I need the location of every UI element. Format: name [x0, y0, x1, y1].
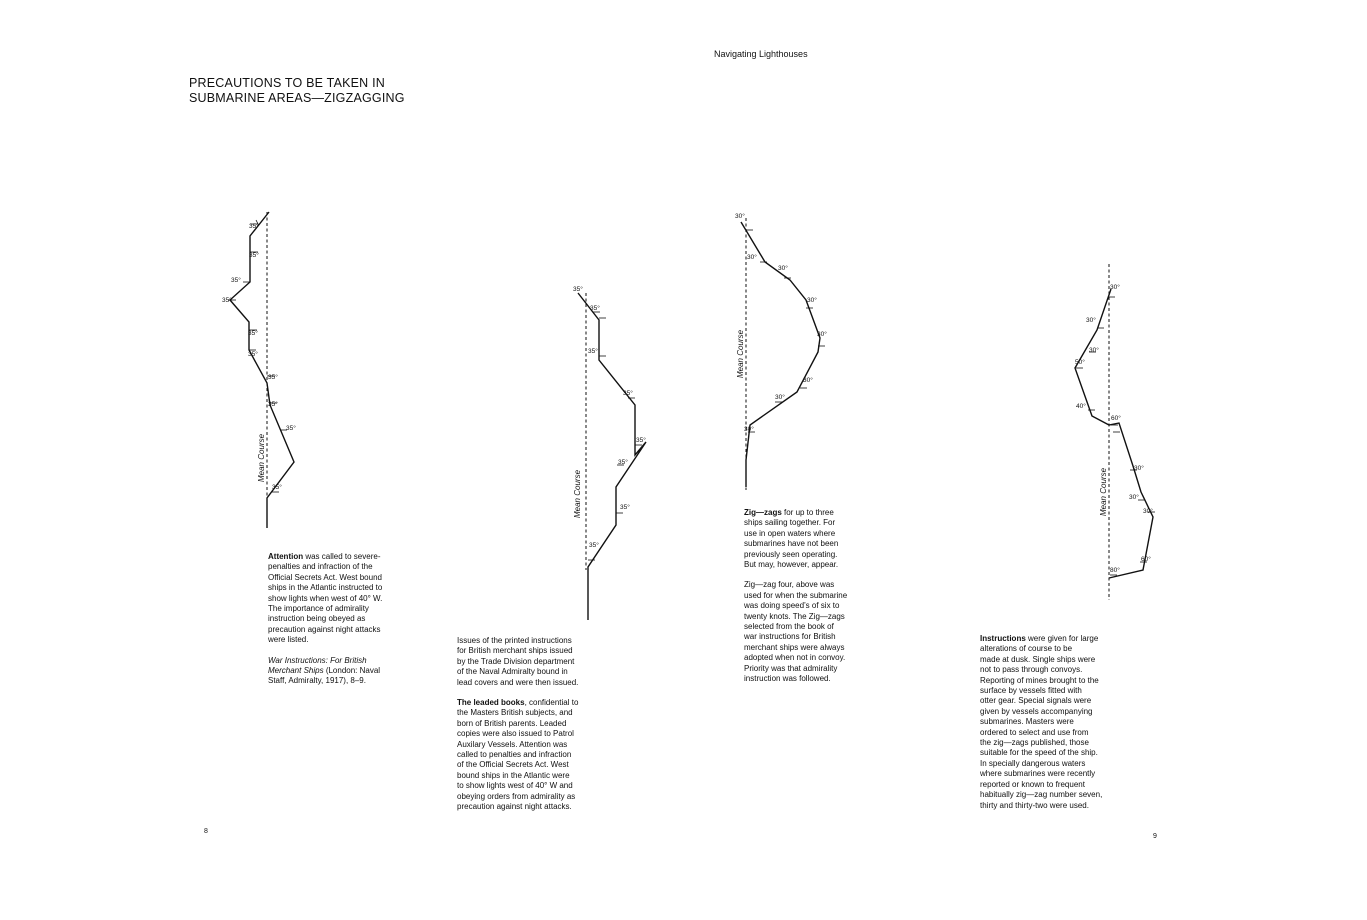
- page-number-left: 8: [204, 828, 208, 835]
- angle-label: 30°: [803, 377, 813, 384]
- text-line: submarines have not been: [744, 539, 839, 549]
- angle-label: 30°: [1134, 465, 1144, 472]
- text-line: otter gear. Special signals were: [980, 696, 1092, 706]
- title-line-2: SUBMARINE AREAS—ZIGZAGGING: [189, 91, 405, 105]
- text-line: to show lights west of 40° W and: [457, 781, 573, 791]
- angle-label: 35°: [272, 484, 282, 491]
- angle-label: 30°: [1143, 508, 1153, 515]
- citation-title: Merchant Ships: [268, 666, 324, 676]
- text-line: twenty knots. The Zig—zags: [744, 611, 845, 621]
- angle-label: 30°: [1110, 284, 1120, 291]
- text-line: thirty and thirty-two were used.: [980, 800, 1089, 810]
- angle-label: 35°: [623, 390, 633, 397]
- text-line: of the Official Secrets Act. West: [457, 760, 569, 770]
- text-line: habitually zig—zag number seven,: [980, 790, 1103, 800]
- text-line: alterations of course to be: [980, 644, 1073, 654]
- text-line: In specially dangerous waters: [980, 758, 1086, 768]
- paragraph: [744, 580, 874, 684]
- text-line: precaution against night attacks: [268, 624, 381, 634]
- text-column-1: [268, 552, 398, 687]
- angle-label: 35°: [249, 223, 259, 230]
- angle-label: 30°: [817, 331, 827, 338]
- text-line: suitable for the speed of the ship.: [980, 748, 1098, 758]
- text-line: the zig—zags published, those: [980, 738, 1089, 748]
- zigzag-path-2: [578, 293, 646, 620]
- angle-label: 30°: [747, 254, 757, 261]
- running-header: Navigating Lighthouses: [714, 49, 808, 59]
- angle-label: 30°: [735, 213, 745, 220]
- angle-label: 35°: [286, 425, 296, 432]
- angle-label: 35°: [248, 330, 258, 337]
- text-line: show lights when west of 40° W.: [268, 593, 383, 603]
- angle-label: 35°: [222, 297, 232, 304]
- text-line: Priority was that admirality: [744, 663, 838, 673]
- text-line: not to pass through convoys.: [980, 665, 1083, 675]
- text-column-2: [457, 636, 597, 813]
- paragraph: [457, 636, 597, 688]
- angle-label: 50°: [1075, 359, 1085, 366]
- text-line: copies were also issued to Patrol: [457, 729, 574, 739]
- text-line: selected from the book of: [744, 622, 834, 632]
- text-line: ordered to select and use from: [980, 727, 1089, 737]
- text-line: instruction being obeyed as: [268, 614, 366, 624]
- text-column-4: [980, 634, 1120, 811]
- bold-lead: The leaded books: [457, 698, 525, 708]
- angle-label: 35°: [589, 542, 599, 549]
- text-line: where submarines were recently: [980, 769, 1096, 779]
- text-line: Issues of the printed instructions: [457, 636, 572, 645]
- angle-label: 60°: [1141, 556, 1151, 563]
- text-line: penalties and infraction of the: [268, 562, 373, 572]
- text-line: use in open waters where: [744, 528, 836, 538]
- angle-label: 35°: [231, 277, 241, 284]
- text-line: were given for large: [1025, 634, 1099, 643]
- text-line: for up to three: [781, 508, 834, 517]
- page-number-right: 9: [1153, 833, 1157, 840]
- text-line: given by vessels accompanying: [980, 706, 1093, 716]
- angle-label: 35°: [249, 252, 259, 259]
- angle-label: 30°: [1129, 494, 1139, 501]
- angle-label: 35°: [636, 437, 646, 444]
- text-line: made at dusk. Single ships were: [980, 654, 1096, 664]
- paragraph: [268, 552, 398, 646]
- text-line: But may, however, appear.: [744, 560, 839, 570]
- text-line: adopted when not in convoy.: [744, 653, 846, 663]
- paragraph: [980, 634, 1120, 811]
- angle-label: 35°: [268, 374, 278, 381]
- text-line: of the Naval Admiralty bound in: [457, 667, 568, 677]
- text-line: Zig—zag four, above was: [744, 580, 835, 590]
- mean-course-label: Mean Course: [257, 433, 266, 482]
- text-line: war instructions for British: [744, 632, 836, 642]
- text-line: bound ships in the Atlantic were: [457, 770, 570, 780]
- angle-label: 35°: [573, 286, 583, 293]
- angle-label: 35°: [248, 351, 258, 358]
- bold-lead: Instructions: [980, 634, 1026, 643]
- text-line: Official Secrets Act. West bound: [268, 572, 382, 582]
- text-line: instruction was followed.: [744, 674, 831, 684]
- angle-label: 40°: [1076, 403, 1086, 410]
- text-line: by the Trade Division department: [457, 656, 575, 666]
- text-line: surface by vessels fitted with: [980, 686, 1082, 696]
- text-line: Reporting of mines brought to the: [980, 675, 1099, 685]
- mean-course-label: Mean Course: [1099, 467, 1108, 516]
- paragraph: [744, 508, 874, 570]
- text-column-3: [744, 508, 874, 685]
- text-line: for British merchant ships issued: [457, 646, 573, 656]
- bold-lead: Attention: [268, 552, 304, 561]
- text-line: ships in the Atlantic instructed to: [268, 583, 383, 593]
- citation: [268, 656, 398, 687]
- text-line: previously seen operating.: [744, 549, 838, 559]
- text-line: The importance of admirality: [268, 604, 369, 614]
- angle-label: 35°: [590, 305, 600, 312]
- text-line: precaution against night attacks.: [457, 802, 572, 812]
- mean-course-label: Mean Course: [573, 469, 582, 518]
- angle-label: 35°: [268, 401, 278, 408]
- angle-label: 30°: [1089, 347, 1099, 354]
- angle-label: 30°: [744, 426, 754, 433]
- text-line: Auxilary Vessels. Attention was: [457, 739, 568, 749]
- zigzag-path-4: [1075, 289, 1153, 578]
- text-line: obeying orders from admirality as: [457, 791, 576, 801]
- angle-label: 30°: [1086, 317, 1096, 324]
- text-line: submarines. Masters were: [980, 717, 1074, 727]
- angle-label: 35°: [588, 348, 598, 355]
- text-line: ships sailing together. For: [744, 518, 836, 528]
- text-line: merchant ships were always: [744, 642, 845, 652]
- citation-title: War Instructions: For British: [268, 655, 367, 665]
- text-line: (London: Naval: [323, 666, 381, 676]
- text-line: were listed.: [268, 635, 309, 645]
- text-line: was doing speed’s of six to: [744, 601, 840, 611]
- zigzag-path-3: [741, 222, 820, 487]
- angle-label: 60°: [1111, 415, 1121, 422]
- angle-label: 35°: [620, 504, 630, 511]
- text-line: , confidential to: [524, 698, 579, 708]
- mean-course-label: Mean Course: [736, 329, 745, 378]
- angle-label: 30°: [778, 265, 788, 272]
- text-line: born of British parents. Leaded: [457, 718, 567, 728]
- text-line: Staff, Admiralty, 1917), 8–9.: [268, 676, 366, 686]
- angle-label: 80°: [1110, 567, 1120, 574]
- angle-label: 35°: [618, 459, 628, 466]
- paragraph: [457, 698, 597, 812]
- bold-lead: Zig—zags: [744, 508, 782, 517]
- text-line: was called to severe-: [303, 552, 381, 561]
- title-line-1: PRECAUTIONS TO BE TAKEN IN: [189, 76, 385, 90]
- text-line: lead covers and were then issued.: [457, 677, 579, 687]
- angle-label: 30°: [775, 394, 785, 401]
- text-line: reported or known to frequent: [980, 779, 1085, 789]
- text-line: the Masters British subjects, and: [457, 708, 573, 718]
- angle-label: 30°: [807, 297, 817, 304]
- text-line: called to penalties and infraction: [457, 750, 572, 760]
- text-line: used for when the submarine: [744, 590, 848, 600]
